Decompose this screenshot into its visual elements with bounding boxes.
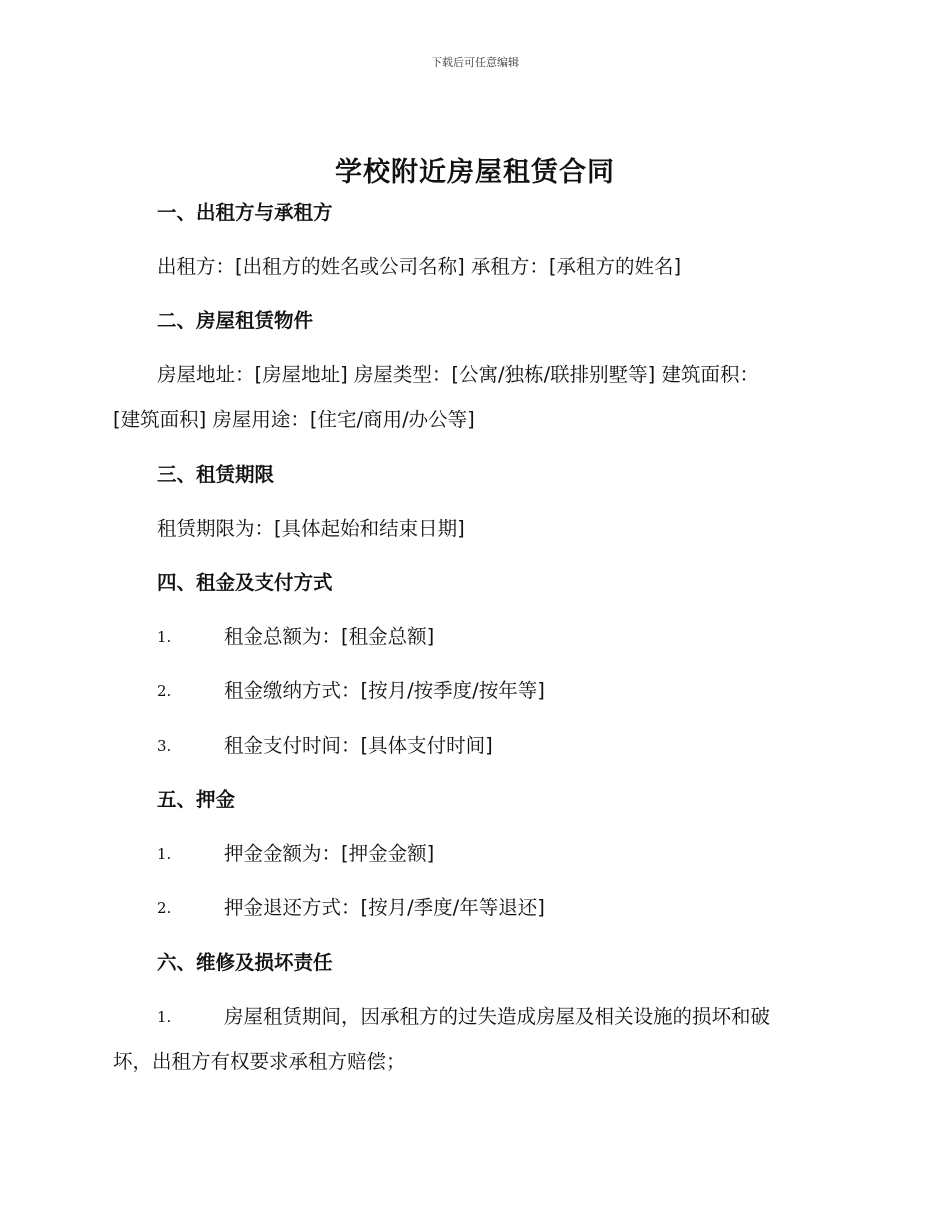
section-heading: 五、押金 bbox=[157, 788, 236, 811]
section-heading: 六、维修及损坏责任 bbox=[157, 951, 333, 974]
list-item: 租金缴纳方式：[按月/按季度/按年等] bbox=[224, 679, 545, 702]
section-heading: 三、租赁期限 bbox=[157, 463, 275, 486]
section-text: 租赁期限为：[具体起始和结束日期] bbox=[157, 517, 465, 540]
list-number: 1. bbox=[157, 845, 172, 863]
list-number: 1. bbox=[157, 628, 172, 646]
list-item-continuation: 坏，出租方有权要求承租方赔偿； bbox=[113, 1050, 406, 1073]
list-item: 房屋租赁期间，因承租方的过失造成房屋及相关设施的损坏和破 bbox=[224, 1005, 771, 1028]
list-number: 2. bbox=[157, 682, 172, 700]
section-text: 房屋地址：[房屋地址] 房屋类型：[公寓/独栋/联排别墅等] 建筑面积： bbox=[157, 363, 759, 386]
list-item: 租金总额为：[租金总额] bbox=[224, 625, 435, 648]
document-title: 学校附近房屋租赁合同 bbox=[335, 157, 615, 188]
section-heading: 一、出租方与承租方 bbox=[157, 201, 333, 224]
list-item: 租金支付时间：[具体支付时间] bbox=[224, 734, 493, 757]
list-item: 押金金额为：[押金金额] bbox=[224, 842, 435, 865]
list-number: 1. bbox=[157, 1008, 172, 1026]
list-item: 押金退还方式：[按月/季度/年等退还] bbox=[224, 896, 545, 919]
header-note: 下载后可任意编辑 bbox=[431, 56, 519, 69]
section-heading: 二、房屋租赁物件 bbox=[157, 309, 314, 332]
section-text: [建筑面积] 房屋用途：[住宅/商用/办公等] bbox=[113, 408, 475, 431]
list-number: 2. bbox=[157, 899, 172, 917]
section-text: 出租方：[出租方的姓名或公司名称] 承租方：[承租方的姓名] bbox=[157, 255, 682, 278]
list-number: 3. bbox=[157, 737, 172, 755]
section-heading: 四、租金及支付方式 bbox=[157, 571, 333, 594]
